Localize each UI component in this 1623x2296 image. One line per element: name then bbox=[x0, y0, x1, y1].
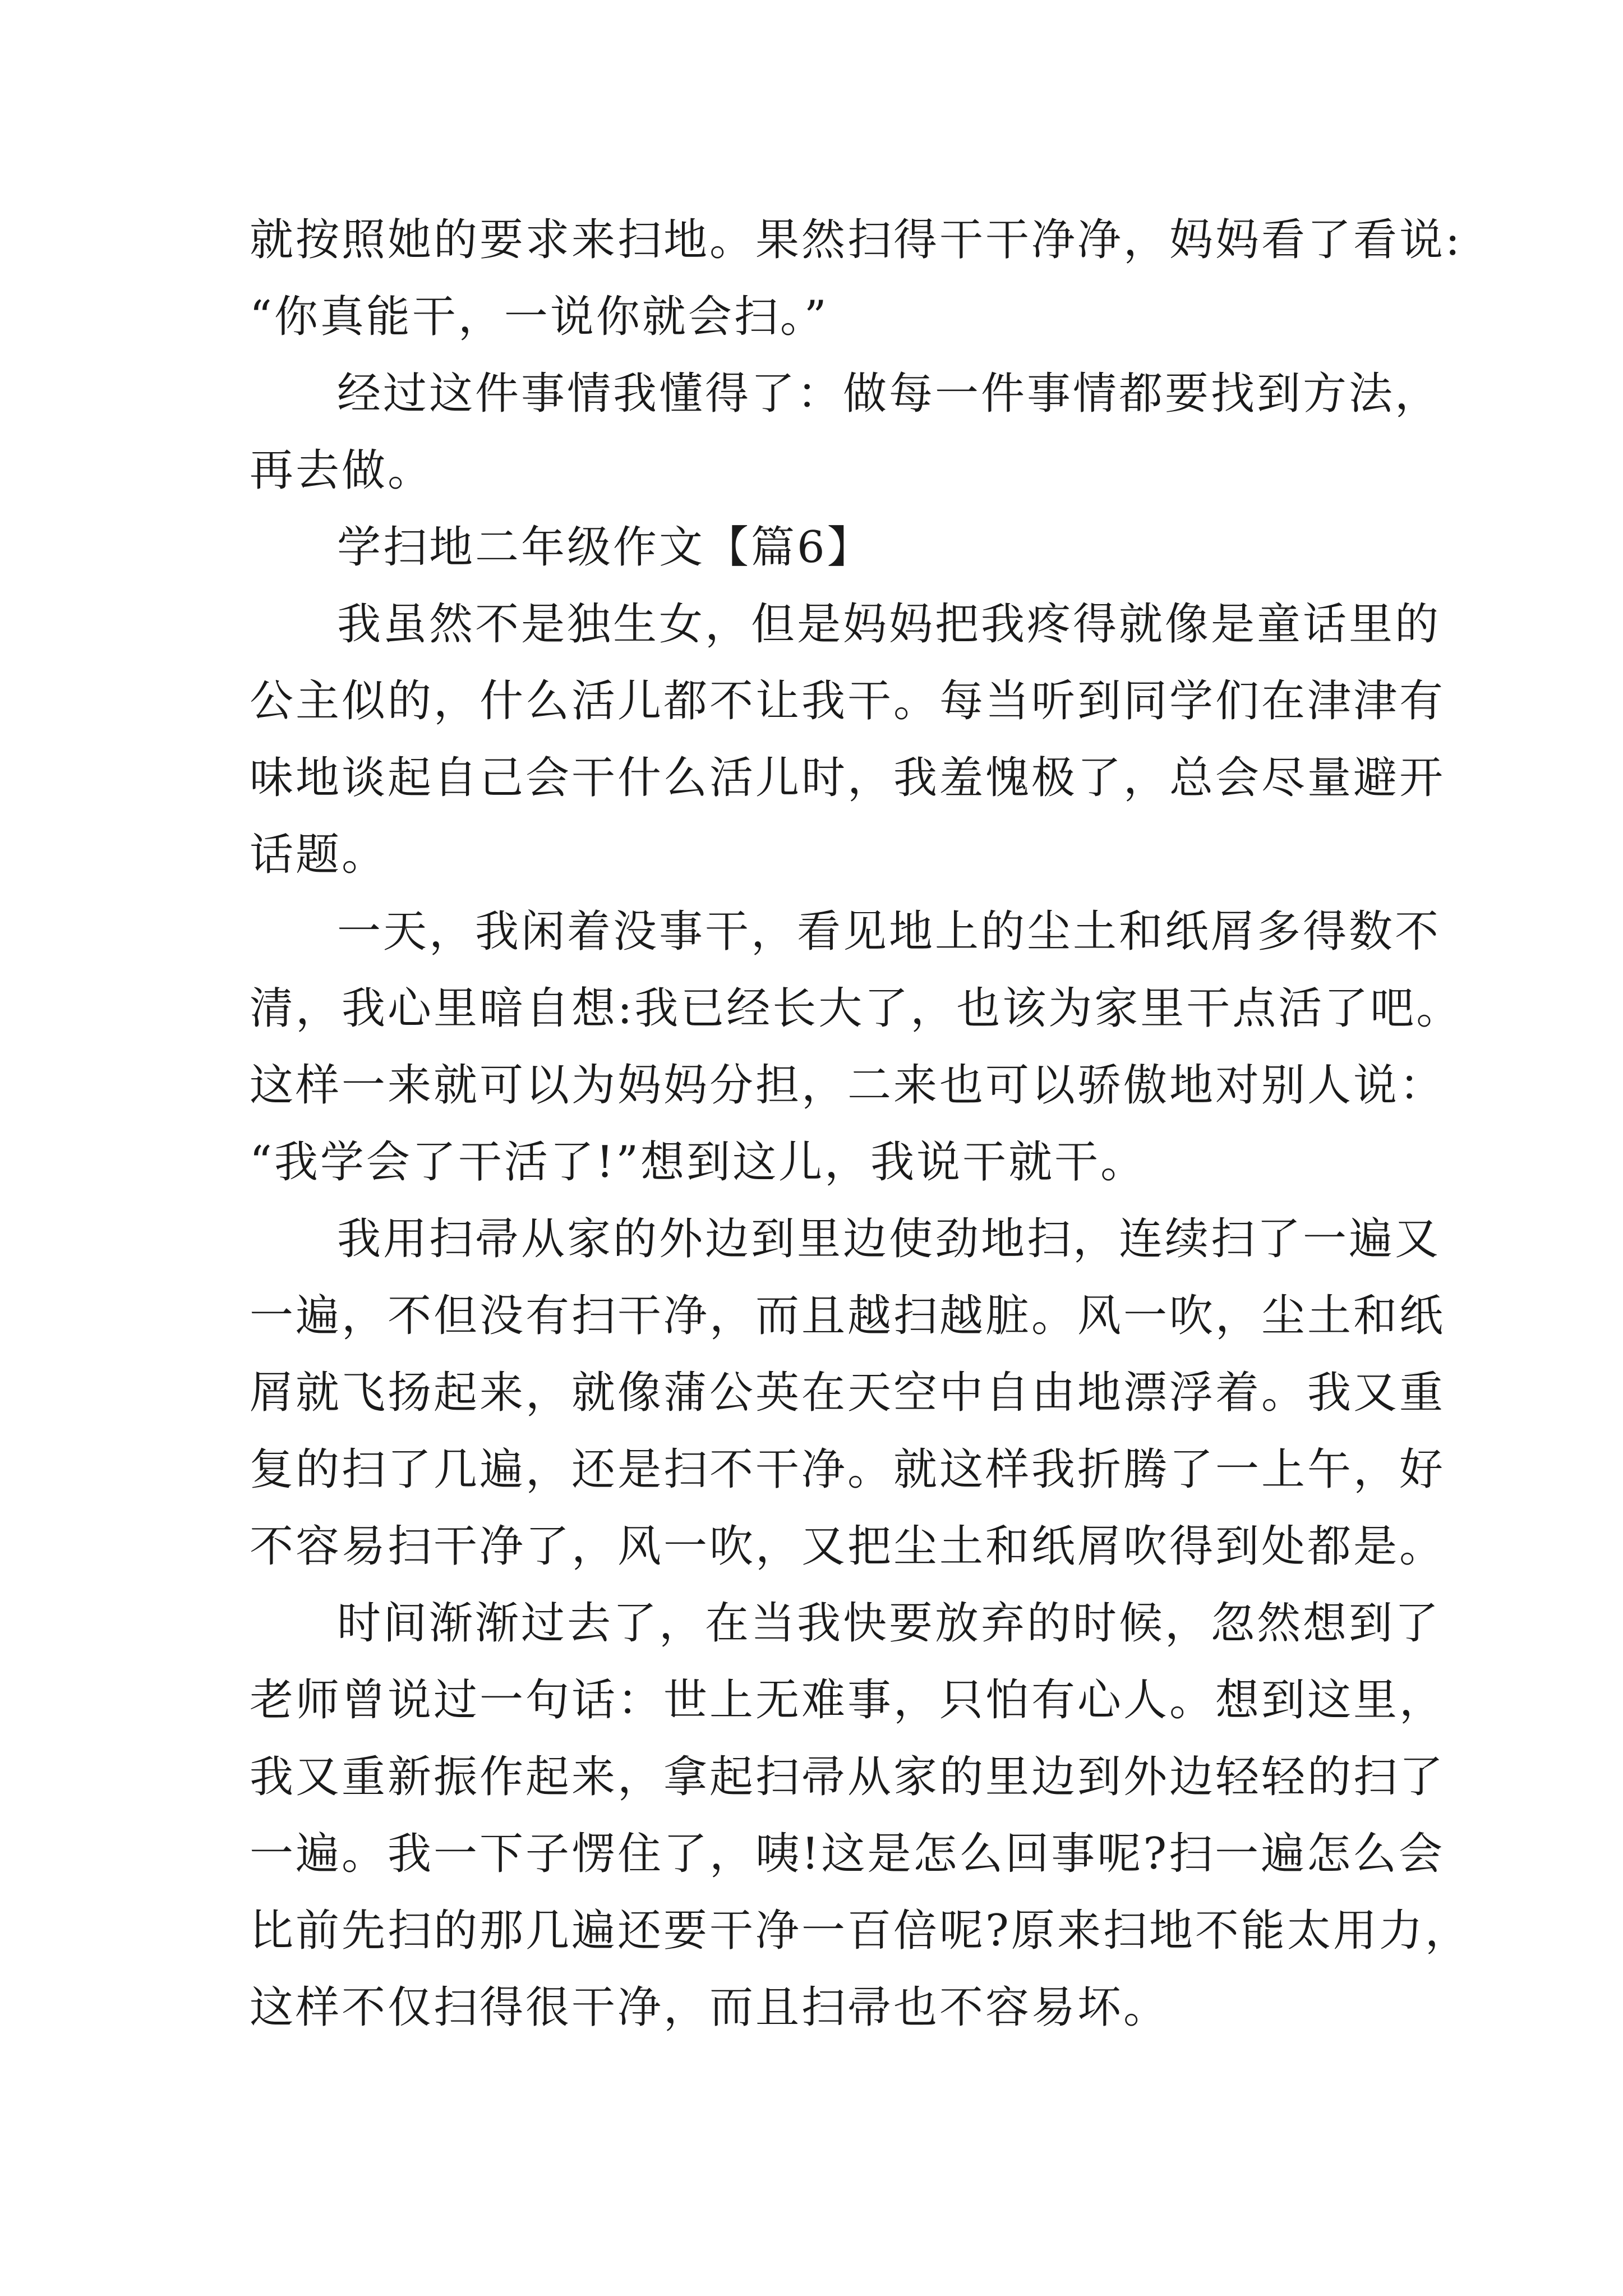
text-line: 复的扫了几遍，还是扫不干净。就这样我折腾了一上午，好 bbox=[250, 1444, 1446, 1495]
section-heading: 学扫地二年级作文【篇6】 bbox=[337, 522, 873, 573]
text-line: 味地谈起自己会干什么活儿时，我羞愧极了，总会尽量避开 bbox=[250, 753, 1446, 803]
text-line: 一遍，不但没有扫干净，而且越扫越脏。风一吹，尘土和纸 bbox=[250, 1291, 1446, 1341]
text-line: 屑就飞扬起来，就像蒲公英在天空中自由地漂浮着。我又重 bbox=[250, 1368, 1446, 1418]
text-line: 时间渐渐过去了，在当我快要放弃的时候，忽然想到了 bbox=[337, 1598, 1441, 1649]
text-line: 比前先扫的那几遍还要干净一百倍呢?原来扫地不能太用力， bbox=[250, 1906, 1471, 1956]
text-line: 我又重新振作起来，拿起扫帚从家的里边到外边轻轻的扫了 bbox=[250, 1752, 1446, 1802]
text-line: 再去做。 bbox=[250, 445, 434, 496]
text-line: 一天，我闲着没事干，看见地上的尘土和纸屑多得数不 bbox=[337, 907, 1441, 957]
text-line: “我学会了干活了!”想到这儿，我说干就干。 bbox=[250, 1137, 1147, 1188]
text-line: 一遍。我一下子愣住了，咦!这是怎么回事呢?扫一遍怎么会 bbox=[250, 1829, 1445, 1879]
text-line: 就按照她的要求来扫地。果然扫得干干净净，妈妈看了看说: bbox=[250, 215, 1463, 265]
text-line: 我用扫帚从家的外边到里边使劲地扫，连续扫了一遍又 bbox=[337, 1214, 1441, 1264]
text-line: 不容易扫干净了，风一吹，又把尘土和纸屑吹得到处都是。 bbox=[250, 1521, 1446, 1572]
text-line: 这样不仅扫得很干净，而且扫帚也不容易坏。 bbox=[250, 1982, 1170, 2033]
essay-body bbox=[250, 202, 1471, 2046]
text-line: 公主似的，什么活儿都不让我干。每当听到同学们在津津有 bbox=[250, 676, 1446, 726]
text-line: 这样一来就可以为妈妈分担，二来也可以骄傲地对别人说： bbox=[250, 1060, 1446, 1111]
text-line: 清，我心里暗自想:我已经长大了，也该为家里干点活了吧。 bbox=[250, 983, 1463, 1034]
text-line: “你真能干，一说你就会扫。” bbox=[250, 292, 829, 342]
text-line: 经过这件事情我懂得了：做每一件事情都要找到方法， bbox=[337, 369, 1441, 419]
text-line: 我虽然不是独生女，但是妈妈把我疼得就像是童话里的 bbox=[337, 599, 1441, 650]
text-line: 老师曾说过一句话：世上无难事，只怕有心人。想到这里， bbox=[250, 1675, 1446, 1726]
text-line: 话题。 bbox=[250, 830, 388, 880]
